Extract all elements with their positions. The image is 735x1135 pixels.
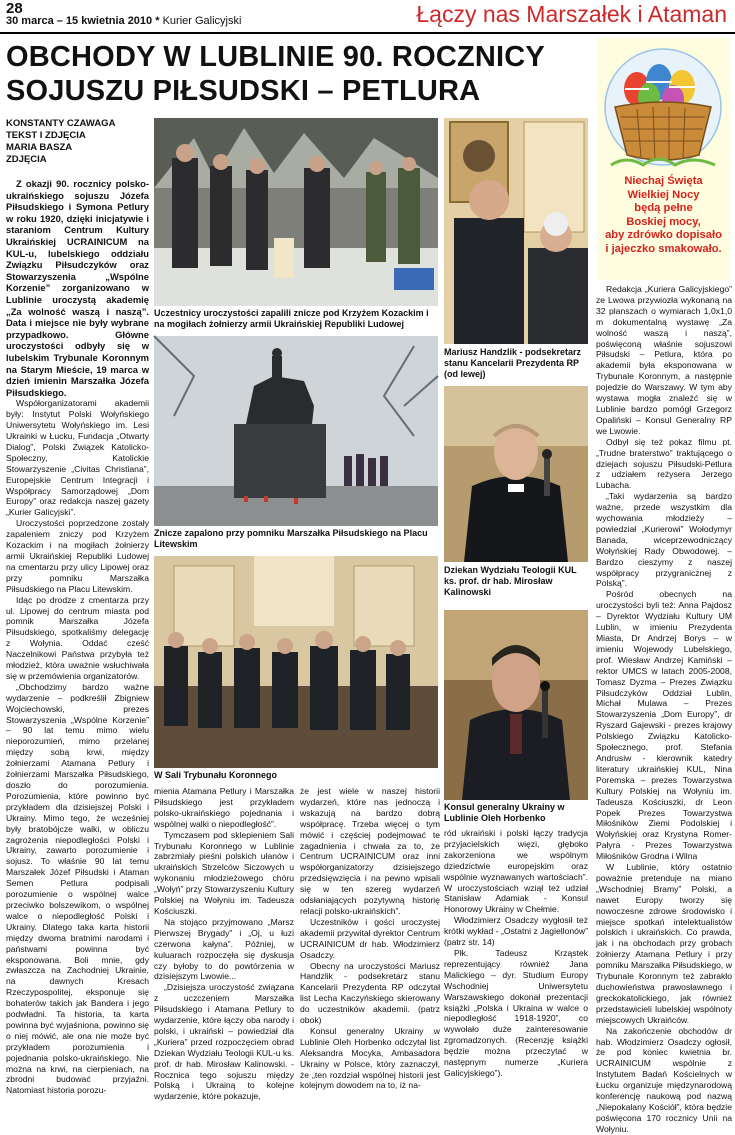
issue-date-range: 30 marca – 15 kwietnia 2010 [6,15,153,27]
caption-kalinowski: Dziekan Wydziału Teologii KUL ks. prof. dr hab. Mirosław Kalinowski [444,565,577,597]
paragraph: „Obchodzimy bardzo ważne wydarzenie – podkreślił Zbigniew Wojciechowski, prezes Stowarzyszenia „Wspólne Korzenie” – 90 lat temu mimo wielu nieporozumień, mimo przelanej między sobą krwi, między żołnierzami Atamana Petlury i żołnierzami Marszałka Piłsudskiego, doszło do porozumienia. Porozumienia, które powinno być przykładem dla dzisiejszej Polski i Ukrainy. Mimo tego, że wcześniej były bratobójcze walki, w obliczu zagrożenia niepodległości Polski i Ukrainy, zawarto porozumienie i sojusz. To właśnie 90 lat temu Marszałek Józef Piłsudski i Ataman Semen Petlura podpisali porozumienie o wspólnej walce przeciwko bolszewikom, o wspólnej walce o niepodległość Polski i Ukrainy. Dlatego taka karta historii między dwoma bratnimi narodami i państwami powinna być eksponowana. Boli mnie, gdy zwłaszcza na Zachodniej Ukrainie, na dawnych Kresach Rzeczypospolitej, eksponuje się bohaterów takich jak Bandera i jego podwładni. Ta historia, ta karta powinna być wyjaśniona, powinno się o niej mówić, ale ona nie może być przykładem porozumienia i pojednania polsko-ukraińskiego. Nie można na krwi, na cierpieniach, na zbrodni budować przyjaźni. Natomiast historia porozu- [6,681,149,1096]
paragraph: Idąc po drodze z cmentarza przy ul. Lipowej do centrum miasta pod pomnik Marszałka Józefa Piłsudskiego, spotkaliśmy delegację z Wołynia. Oddać cześć Naczelnikowi Państwa przybyła też młodzież, która uważnie wsłuchiwała się w przemówienia organizatorów. [6,594,149,681]
greeting-line: Niechaj Święta [624,175,703,187]
article-column-1 [6,178,149,1100]
paragraph: Odbył się też pokaz filmu pt. „Trudne braterstwo” traktującego o dziejach sojuszu Piłsudski-Petlura z udziałem reżysera Jerzego Lubacha. [596,436,732,491]
article-column-5 [596,284,732,1134]
paragraph: Na stojąco przyjmowano „Marsz Pierwszej Brygady” i „Oj, u łuzi czerwona kałyna”. Później, w kuluarach rozpoczęła się dyskusja czy byłoby to do powtórzenia w dzisiejszym Lwowie... [154,916,294,982]
caption-horbenko: Konsul generalny Ukrainy w Lublinie Oleh Horbenko [444,802,565,823]
paragraph: ród ukraiński i polski łączy tradycja przyjacielskich więzi, głęboko zakorzeniona we wspólnym dziedzictwie europejskim oraz wspólnie wyznawanych wartościach”. W uroczystościach wziął też udział Stanisław Adamiak - Konsul Honorowy Ukrainy w Chełmie. [444,828,588,915]
photo-horbenko [444,610,588,800]
article-column-2 [154,786,294,1100]
headline-line: SOJUSZU PIŁSUDSKI – PETLURA [6,75,481,107]
greeting-line: aby zdrówko dopisało [605,229,722,241]
paragraph: że jest wiele w naszej historii wydarzeń, które nas jednoczą i wskazują na bardzo dobrą współpracę. Trzeba więcej o tym mówić i częściej podejmować te zagadnienia i chwała za to, że Centrum UCRAINICUM oraz inni współorganizatorzy dzisiejszego przedsięwzięcia i na pewno wpisali się w ten szereg wydarzeń odsłaniających pozytywną historię relacji polsko-ukraińskich”. [300,786,440,916]
headline-line: OBCHODY W LUBLINIE 90. ROCZNICY [6,41,545,73]
page-number: 28 [6,0,23,17]
paragraph: Na zakończenie obchodów dr hab. Włodzimierz Osadczy ogłosił, że pod koniec kwietnia br. UCRAINICUM wspólnie z Instytutem Badań Kościelnych w Łucku organizuje międzynarodową konferencję naukową pod nazwą „Niepokalany Kościół”, która będzie poświęcona 170 rocznicy Unii na Wołyniu. [596,1025,732,1134]
article-column-3 [300,786,440,1100]
paragraph: Uczestników i gości uroczystej akademii przywitał dyrektor Centrum UCRAINICUM dr hab. Włodzimierz Osadczy. [300,916,440,960]
greeting-line: i jajeczko smakowało. [605,242,722,255]
greeting-line: będą pełne [634,202,693,214]
article-headline [6,40,586,108]
author-name: KONSTANTY CZAWAGA [6,118,116,129]
photographer-name: MARIA BASZA [6,142,73,153]
byline [6,118,151,166]
paragraph: W Lublinie, który ostatnio poważnie pretenduje na miano „Wschodniej Bramy” Polski, a nawet Europy tworzy się nowoczesne zdrowe środowisko i miejsce spotkań intelektualistów polskich i ukraińskich. Co prawda, jak i na obchodach przy grobach żołnierzy Atamana Petlury i przy pomniku Marszałka Piłsudskiego, w Trybunale Koronnym też zabrakło duchowieństwa prawosławnego i greckokatolickiego, jak również przedstawicieli lubelskiej wspólnoty miejscowych Ukraińców. [596,862,732,1025]
paragraph: Płk. Tadeusz Krząstek reprezentujący również Jana Malickiego – dyr. Studium Europy Wschodniej Uniwersytetu Warszawskiego dokonał prezentacji książki „Polska i Ukraina w walce o niepodległość 1918-1920”, co wywołało duże zainteresowanie zgromadzonych. (Recenzję książki będzie można przeczytać w następnym numerze „Kuriera Galicyjskiego”). [444,947,588,1078]
caption-hall: W Sali Trybunału Koronnego [154,770,278,780]
paragraph: Redakcja „Kuriera Galicyjskiego” ze Lwowa przywiozła wykonaną na 32 planszach o wymiarach 1,0x1,0 m dokumentalną wystawę „Za wolność waszą i naszą”, poświęconą właśnie sojuszowi Piłsudski – Petlura, która po akademii była eksponowana w Trybunale Koronnym, a następnie pojedzie do Warszawy. W tym aby wystawa mogła znaleźć się w Lublinie bardzo pomógł Grzegorz Opaliński – Konsul Generalny RP we Lwowie. [596,284,732,436]
photo-monument [154,336,438,526]
paragraph: mienia Atamana Petlury i Marszałka Piłsudskiego jest przykładem polsko-ukraińskiego pojednania i wspólnej walki o niepodległość”. [154,786,294,829]
paragraph: Obecny na uroczystości Mariusz Handzlik - podsekretarz stanu Kancelarii Prezydenta RP odczytał list Lecha Kaczyńskiego skierowany do uczestników akademii. (patrz obok) [300,960,440,1026]
paragraph: Włodzimierz Osadczy wygłosił też krótki wykład - „Ostatni z Jagiellonów” (patrz str. 14) [444,915,588,948]
photo-hall [154,556,438,768]
article-column-4 [444,828,588,1100]
easter-greeting-text [600,175,727,256]
paragraph: „Taki wydarzenia są bardzo ważne, przede wszystkim dla wychowania młodzieży – powiedział „Kurierowi” Wołodymyr Banada, wiceprzewodniczący Wołyńskiej Rady Obwodowej. – Bardzo cieszymy z naszej współpracy przygranicznej z Polską”. [596,491,732,589]
caption-handzlik: Mariusz Handzlik - podsekretarz stanu Kancelarii Prezydenta RP (od lewej) [444,347,582,379]
header-rule [0,32,735,34]
paragraph: Uroczystości poprzedzone zostały zapaleniem zniczy pod Krzyżem Kozackim i na mogiłach żołnierzy armii Ukraińskiej Republiki Ludowej na cmentarzu przy ulicy Lipowej oraz przy pomniku Marszałka Piłsudskiego na Placu Litewskim. [6,518,149,594]
author-role: TEKST I ZDJĘCIA [6,130,86,141]
greeting-line: Boskiej mocy, [626,215,701,228]
photo-handzlik [444,118,588,344]
paragraph: „Dzisiejsza uroczystość związana z uczczeniem Marszałka Piłsudskiego i Atamana Petlury to wydarzenie, które łączy oba narody i polski, i ukraiński – powiedział dla „Kuriera” przed rozpoczęciem obrad Dziekan Wydziału Teologii KUL-u ks. prof. dr hab. Mirosław Kalinowski. - Rocznica tego sojuszu między Polską i Ukrainą to kolejne wydarzenie, które pokazuje, [154,982,294,1102]
photo-kalinowski [444,386,588,562]
page-header [0,0,735,30]
paper-name: Kurier Galicyjski [162,15,242,27]
caption-cemetery: Uczestnicy uroczystości zapalili znicze pod Krzyżem Kozackim i na mogiłach żołnierzy armii Ukraińskiej Republiki Ludowej [154,308,429,329]
paragraph: Konsul generalny Ukrainy w Lublinie Oleh Horbenko odczytał list Aleksandra Mocyka, Ambasadora Ukrainy w Polsce, który zaznaczył, że „ten rozdział wspólnej historii jest kolejnym dowodem na to, iż na- [300,1025,440,1091]
paragraph: Pośród obecnych na uroczystości byli też: Anna Pajdosz – Dyrektor Wydziału Kultury UM Lublin, w imieniu Prezydenta Miasta, Dr Andrzej Borys – w imieniu Wojewody Lubelskiego, prof. Wiesław Andrzej Kamiński – rektor UMCS w latach 2005-2008, Tomasz Dyzma – Prezes Związku Piłsudczyków Oddział Lublin, Michał Mulawa – Prezes Stowarzyszenia „Dom Europy”, dr Ryszard Gajewski - prezes krajowy Polskiego Związku Katolicko-Społecznego, prof. Stefania Andrusiw - kierownik katedry literatury ukraińskiej KUL, Nina Poremska – prezes Towarzystwa Kultury Polskiej na Wołyniu im. Tadeusza Kościuszki, dr Leon Popek Prezes Towarzystwa Miłośników Ziemi Podolskiej i Wołyńskiej oraz Krystyna Romer-Pałyra - Prezes Towarzystwa Miłośników Grodna i Wilna [596,589,732,862]
lead-paragraph: Z okazji 90. rocznicy polsko-ukraińskiego sojuszu Józefa Piłsudskiego i Symona Petlury w roku 1920, dzięki inicjatywie i staraniom Centrum Kultury Ukraińskiej UCRAINICUM na KUL-u, lubelskiego oddziału Związku Piłsudczyków oraz Stowarzyszenia „Wspólne Korzenie” zorganizowano w Lublinie uroczystą akademię „Za wolność waszą i naszą”. Data i miejsce nie były wybrane przypadkowo. Główne uroczystości odbyły się w lubelskim Trybunale Koronnym na Starym Mieście, 19 marca w dzień imienin Marszałka Józefa Piłsudskiego. [6,178,149,398]
star-separator-icon: * [155,15,160,27]
photo-cemetery [154,118,438,306]
caption-monument: Znicze zapalono przy pomniku Marszałka Piłsudskiego na Placu Litewskim [154,528,428,549]
paragraph: Współorganizatorami akademii były: Instytut Polski Wołyńskiego Uniwersytetu Wołyńskiego im. Lesi Ukrainki w Łucku, Fundacja „Otwarty Dialog”, Polski Związek Katolicko-Społeczny, Katolickie Stowarzyszenie „Civitas Christiana”, Europejskie Centrum Integracji i Współpracy Samorządowej „Dom Europy” oraz redakcja naszej gazety „Kurier Galicyjski”. [6,398,149,518]
photographer-role: ZDJĘCIA [6,154,47,165]
section-title: Łączy nas Marszałek i Ataman [416,1,727,27]
greeting-line: Wielkiej Nocy [627,188,700,201]
issue-date [6,15,241,27]
paragraph: Tymczasem pod sklepieniem Sali Trybunału Koronnego w Lublinie zabrzmiały pieśni polskich ułanów i ukraińskich Strzelców Siczowych u wykonaniu młodzieżowego chóru „Wołyń” przy Stowarzyszeniu Kultury Polskiej na Wołyniu im. Tadeusza Kościuszki. [154,829,294,916]
